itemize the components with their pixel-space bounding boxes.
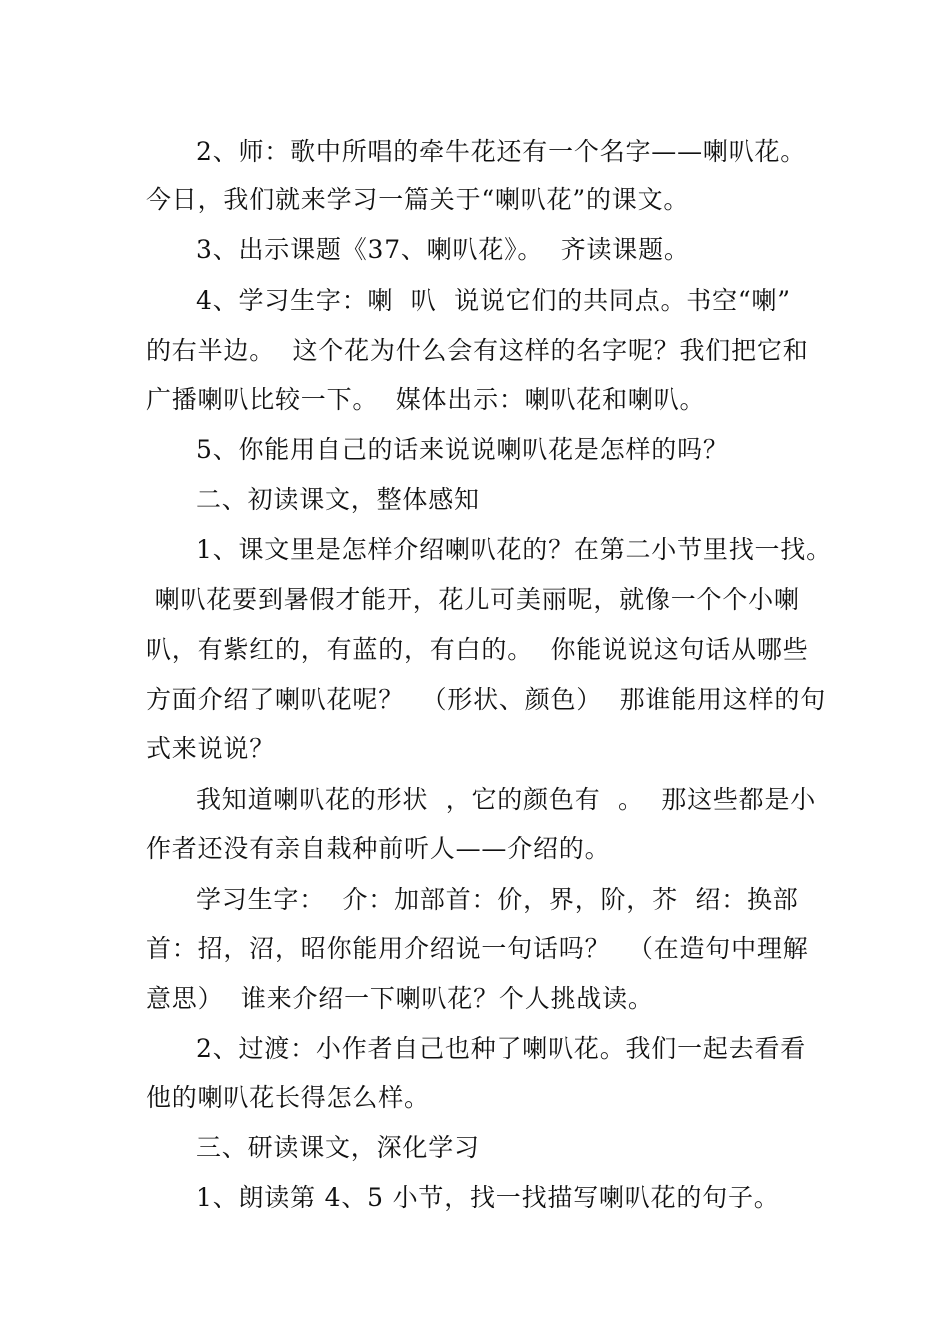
text-line: 的右半边。 这个花为什么会有这样的名字呢？我们把它和	[146, 336, 809, 365]
text-line: 3、出示课题《37、喇叭花》。 齐读课题。	[196, 235, 690, 264]
section-heading: 三、研读课文，深化学习	[196, 1133, 480, 1162]
section-heading: 二、初读课文，整体感知	[196, 485, 480, 514]
text-line: 方面介绍了喇叭花呢？ （形状、颜色） 那谁能用这样的句	[146, 685, 826, 714]
text-line: 1、课文里是怎样介绍喇叭花的？在第二小节里找一找。	[196, 535, 832, 564]
text-line: 1、朗读第 4、5 小节，找一找描写喇叭花的句子。	[196, 1183, 780, 1212]
text-line: 作者还没有亲自栽种前听人——介绍的。	[146, 834, 611, 863]
text-line: 我知道喇叭花的形状 ，它的颜色有 。 那这些都是小	[196, 785, 817, 814]
text-line: 式来说说？	[146, 734, 276, 763]
text-line: 学习生字： 介：加部首：价，界，阶，芥 绍：换部	[196, 885, 799, 914]
text-line: 他的喇叭花长得怎么样。	[146, 1083, 430, 1112]
text-line: 2、过渡：小作者自己也种了喇叭花。我们一起去看看	[196, 1034, 807, 1063]
text-line: 2、师：歌中所唱的牵牛花还有一个名字——喇叭花。	[196, 137, 807, 166]
text-line: 5、你能用自己的话来说说喇叭花是怎样的吗？	[196, 435, 729, 464]
text-line: 叭，有紫红的，有蓝的，有白的。 你能说说这句话从哪些	[146, 635, 809, 664]
text-line: 意思） 谁来介绍一下喇叭花？个人挑战读。	[146, 984, 654, 1013]
text-line: 今日，我们就来学习一篇关于“喇叭花”的课文。	[146, 185, 690, 214]
text-line: 广播喇叭比较一下。 媒体出示：喇叭花和喇叭。	[146, 385, 706, 414]
text-line: 首：招，沼，昭你能用介绍说一句话吗？ （在造句中理解	[146, 934, 809, 963]
text-line: 喇叭花要到暑假才能开，花儿可美丽呢，就像一个个小喇	[146, 585, 800, 614]
text-line: 4、学习生字：喇 叭 说说它们的共同点。书空“喇”	[196, 286, 791, 315]
